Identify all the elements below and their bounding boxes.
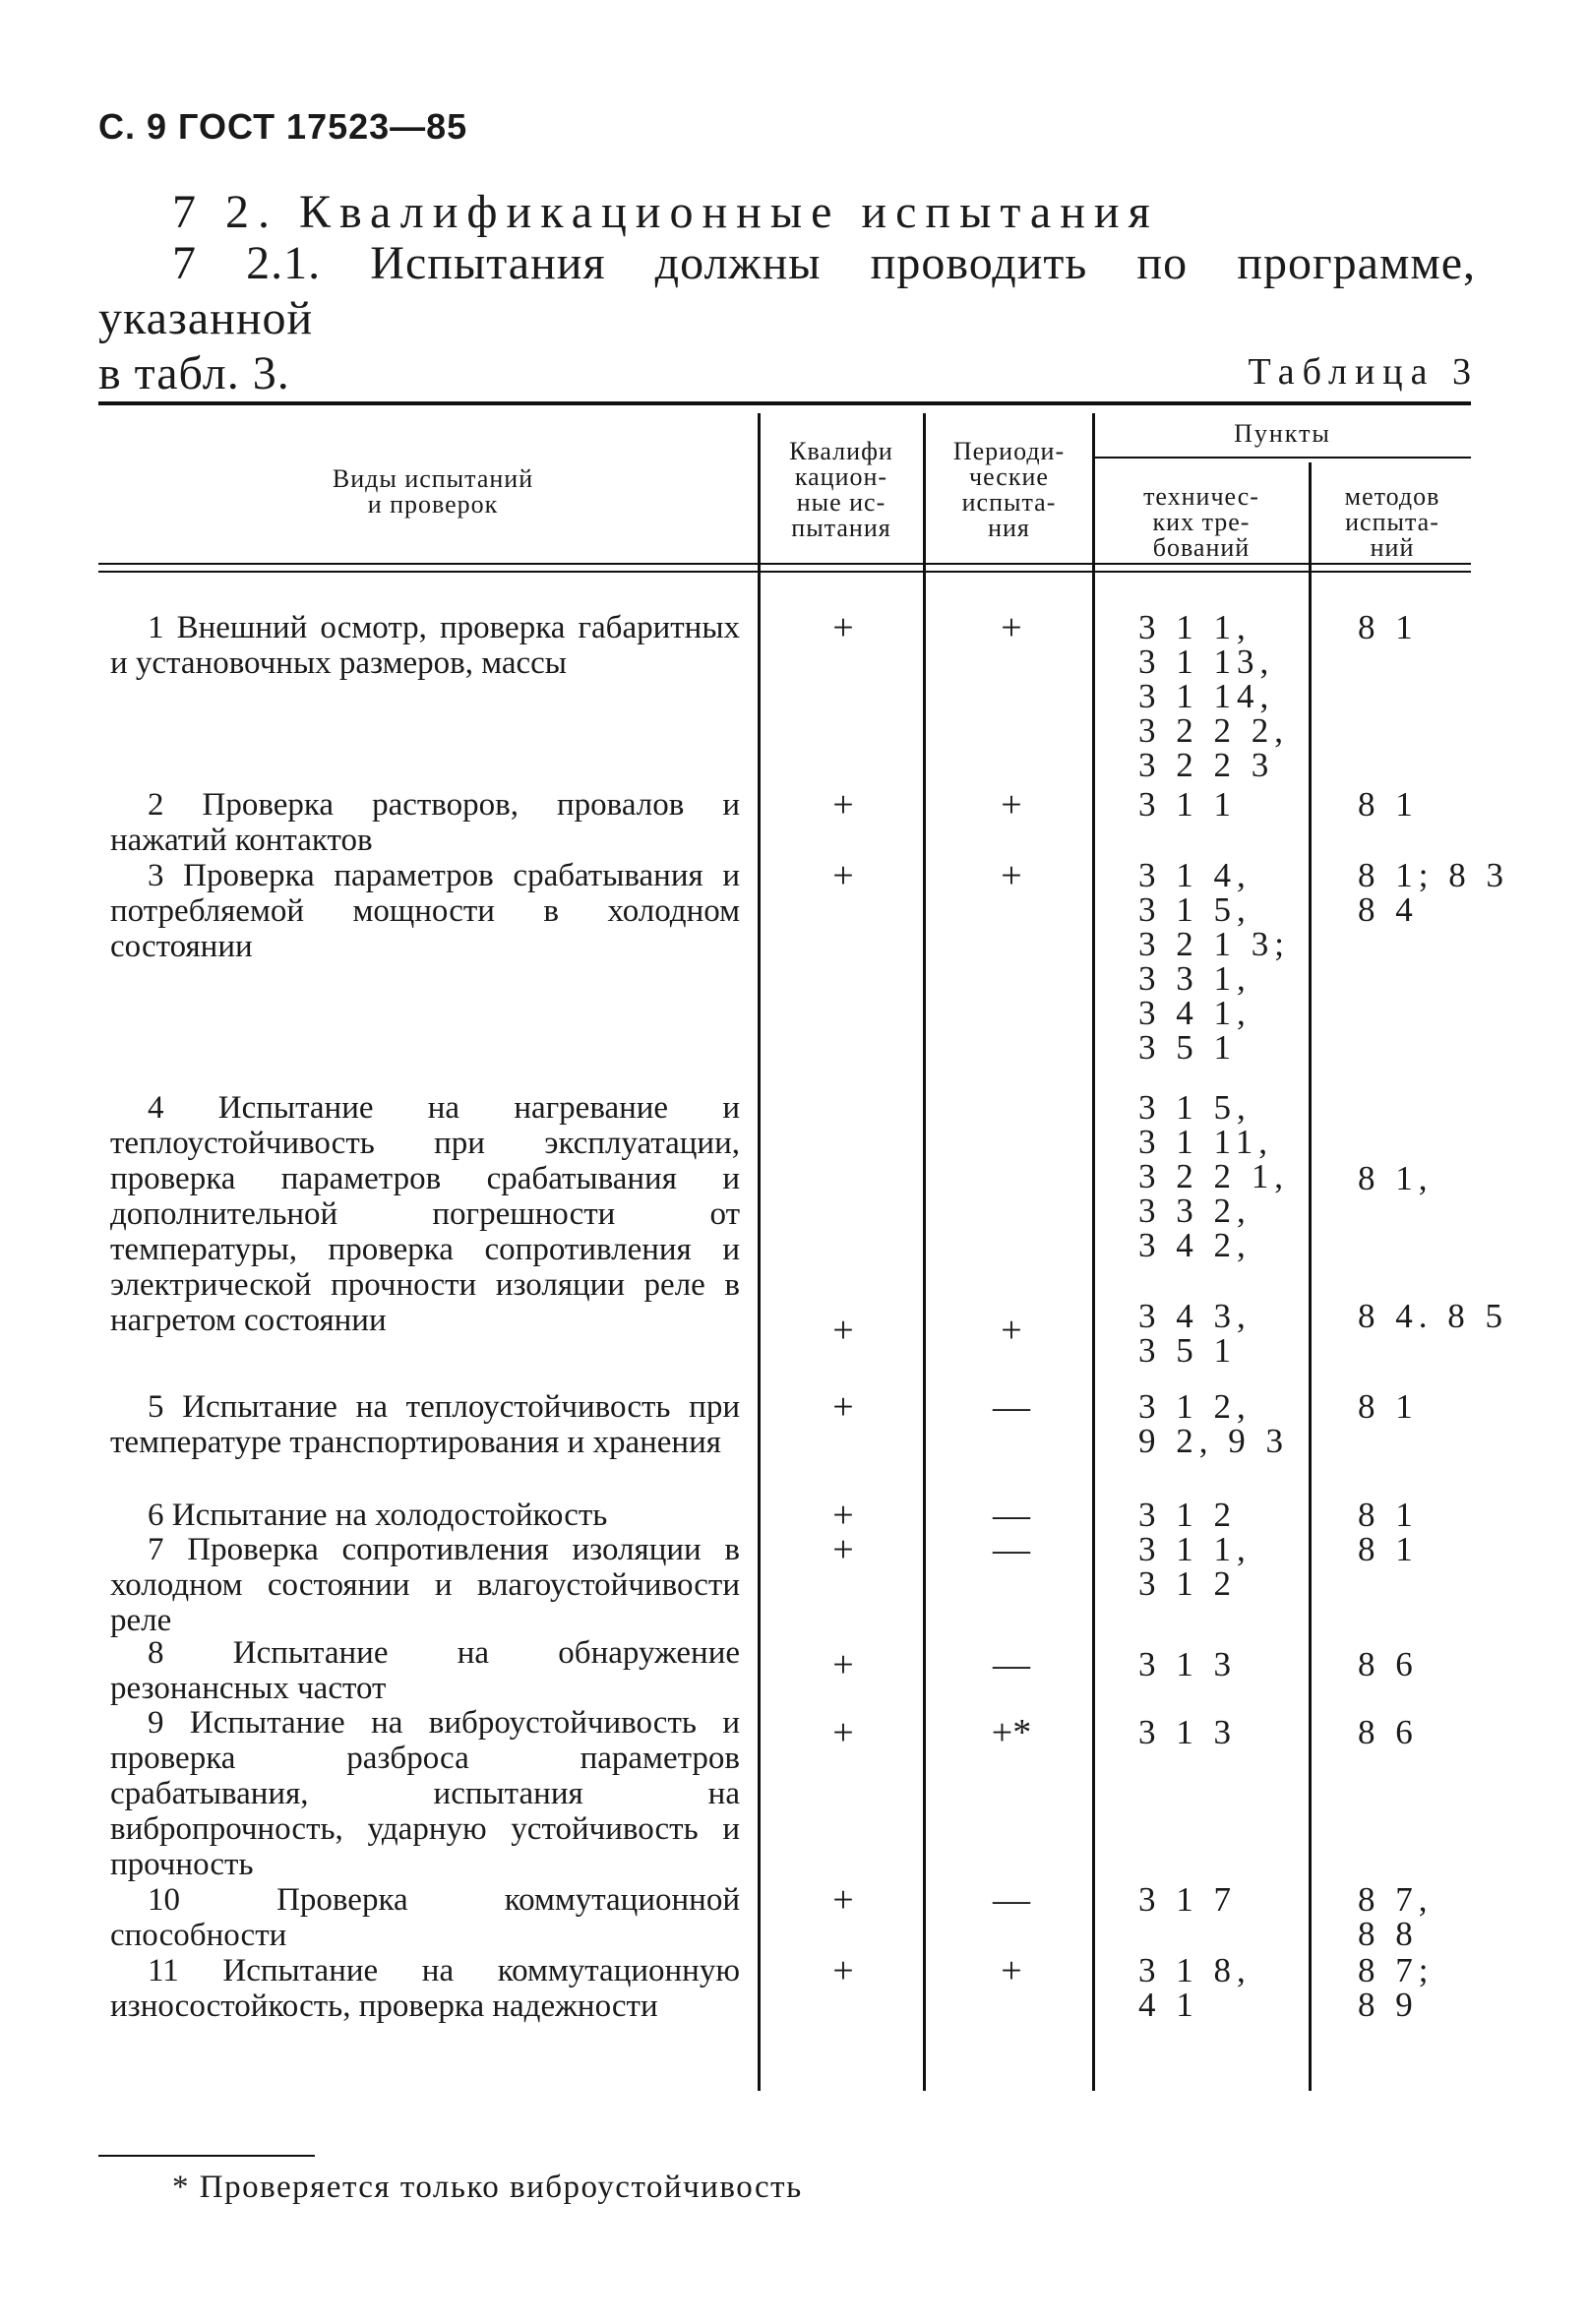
- test-method-points: 8 7, 8 8: [1358, 1880, 1434, 1953]
- row-name: 3 Проверка параметров срабатывания и потребляемой мощности в холодном состоянии: [110, 858, 740, 964]
- periodic-mark: —: [993, 1644, 1030, 1685]
- tech-requirement-points: 3 1 1, 3 1 13, 3 1 14, 3 2 2 2, 3 2 2 3: [1138, 608, 1289, 784]
- periodic-mark: —: [993, 1386, 1030, 1428]
- qualification-mark: +: [832, 1386, 854, 1428]
- qualification-mark: +: [832, 1950, 854, 1991]
- row-name: 9 Испытание на виброустойчивость и проверка разброса параметров срабатывания, испытания на вибропрочность, ударную устойчивость и прочность: [110, 1705, 740, 1882]
- tech-requirement-points: 3 1 3: [1138, 1645, 1237, 1683]
- footnote-rule: [98, 2155, 315, 2157]
- paragraph-line-2: в табл. 3.: [98, 347, 290, 399]
- row-name: 11 Испытание на коммутационную износостойкость, проверка надежности: [110, 1953, 740, 2024]
- table-top-rule: [98, 401, 1471, 405]
- col-divider-4: [1309, 462, 1312, 2091]
- test-method-points: 8 6: [1358, 1713, 1419, 1751]
- col-divider-1: [758, 413, 761, 2091]
- periodic-mark: —: [993, 1495, 1030, 1536]
- test-method-points: 8 1: [1358, 785, 1419, 824]
- qualification-mark: +: [832, 1529, 854, 1570]
- tech-requirement-points: 3 1 2: [1138, 1496, 1237, 1534]
- tech-requirement-points: 3 1 1: [1138, 785, 1237, 824]
- tech-requirement-points-cont: 3 4 3, 3 5 1: [1138, 1297, 1252, 1370]
- header-test-methods: методов испыта- ний: [1344, 482, 1440, 562]
- footnote: * Проверяется только виброустойчивость: [172, 2170, 803, 2205]
- qualification-mark: +: [832, 855, 854, 896]
- col-divider-3: [1092, 413, 1095, 2091]
- table-label: Таблица 3: [1248, 351, 1479, 393]
- qualification-mark: +: [832, 1644, 854, 1685]
- periodic-mark: +: [1001, 1310, 1022, 1351]
- periodic-mark: +: [1001, 784, 1022, 826]
- test-method-points: 8 1: [1358, 1496, 1419, 1534]
- header-qualification: Квалифи кацион- ные ис- пытания: [789, 437, 893, 542]
- header-bottom-rule-1: [98, 563, 1471, 565]
- tech-requirement-points: 3 1 1, 3 1 2: [1138, 1530, 1252, 1603]
- header-test-types: Виды испытаний и проверок: [332, 464, 534, 519]
- periodic-mark: —: [993, 1879, 1030, 1921]
- periodic-mark: +: [1001, 1950, 1022, 1991]
- qualification-mark: +: [832, 1879, 854, 1921]
- tech-requirement-points: 3 1 8, 4 1: [1138, 1951, 1252, 2024]
- test-method-points-cont: 8 4. 8 5: [1358, 1297, 1508, 1335]
- tech-requirement-points: 3 1 7: [1138, 1880, 1237, 1919]
- header-tech-requirements: техничес- ких тре- бований: [1143, 482, 1259, 562]
- qualification-mark: +: [832, 784, 854, 826]
- row-name: 7 Проверка сопротивления изоляции в холодном состоянии и влагоустойчивости реле: [110, 1532, 740, 1638]
- tech-requirement-points: 3 1 4, 3 1 5, 3 2 1 3; 3 3 1, 3 4 1, 3 5 1: [1138, 856, 1290, 1067]
- header-periodic: Периоди- ческие испыта- ния: [952, 437, 1066, 542]
- header-bottom-rule-2: [98, 571, 1471, 573]
- qualification-mark: +: [832, 1712, 854, 1753]
- test-method-points: 8 7; 8 9: [1358, 1951, 1435, 2024]
- section-title: 7 2. Квалификационные испытания: [172, 186, 1159, 238]
- row-name: 6 Испытание на холодостойкость: [148, 1498, 608, 1533]
- test-method-points: 8 1; 8 3 8 4: [1358, 856, 1509, 929]
- tech-requirement-points: 3 1 3: [1138, 1713, 1237, 1751]
- page-header: С. 9 ГОСТ 17523—85: [98, 106, 468, 147]
- qualification-mark: +: [832, 1310, 854, 1351]
- row-name: 5 Испытание на теплоустойчивость при температуре транспортирования и хранения: [110, 1389, 740, 1460]
- row-name: 4 Испытание на нагревание и теплоустойчивость при эксплуатации, проверка параметров срабатывания и дополнительной погрешности от температуры, проверка сопротивления и электрической прочности изоляции реле в нагретом состоянии: [110, 1090, 740, 1338]
- paragraph-line-1: 7 2.1. Испытания должны проводить по программе, указанной: [98, 237, 1476, 344]
- test-method-points: 8 1: [1358, 608, 1419, 646]
- test-method-points: 8 1,: [1358, 1159, 1434, 1197]
- points-subheader-rule: [1094, 457, 1471, 459]
- header-points: Пункты: [1234, 419, 1331, 448]
- row-name: 8 Испытание на обнаружение резонансных частот: [110, 1635, 740, 1706]
- qualification-mark: +: [832, 1495, 854, 1536]
- test-method-points: 8 1: [1358, 1387, 1419, 1426]
- col-divider-2: [923, 413, 926, 2091]
- periodic-mark: +: [1001, 855, 1022, 896]
- row-name: 2 Проверка растворов, провалов и нажатий контактов: [110, 787, 740, 858]
- tech-requirement-points: 3 1 2, 9 2, 9 3: [1138, 1387, 1289, 1460]
- periodic-mark: +*: [991, 1712, 1032, 1753]
- test-method-points: 8 1: [1358, 1530, 1419, 1568]
- row-name: 10 Проверка коммутационной способности: [110, 1882, 740, 1953]
- periodic-mark: —: [993, 1529, 1030, 1570]
- periodic-mark: +: [1001, 607, 1022, 648]
- tech-requirement-points: 3 1 5, 3 1 11, 3 2 2 1, 3 3 2, 3 4 2,: [1138, 1088, 1289, 1264]
- test-method-points: 8 6: [1358, 1645, 1419, 1683]
- row-name: 1 Внешний осмотр, проверка габаритных и установочных размеров, массы: [110, 610, 740, 681]
- qualification-mark: +: [832, 607, 854, 648]
